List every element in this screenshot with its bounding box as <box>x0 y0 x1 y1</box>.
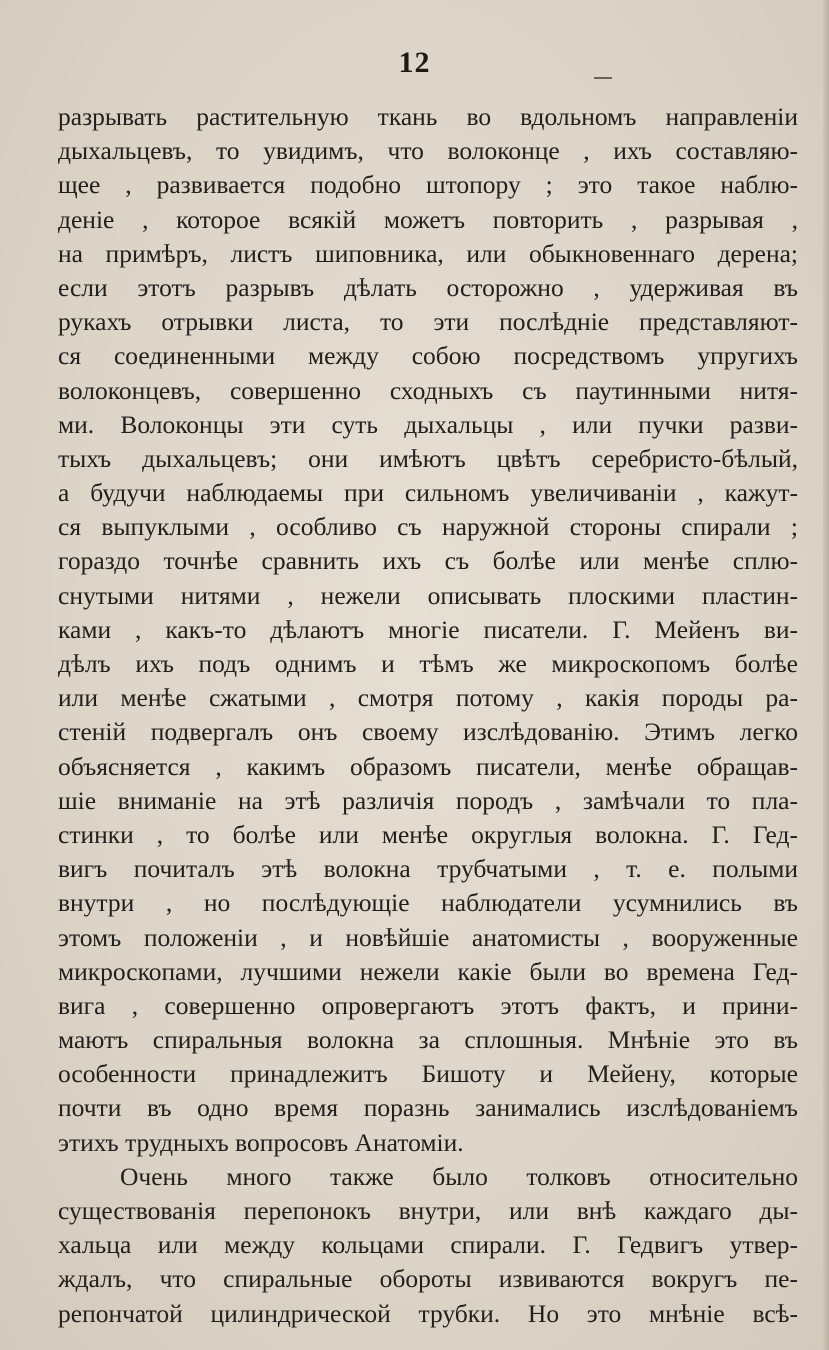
text-line: особенности принадлежитъ Бишоту и Мейену, которые <box>58 1059 798 1089</box>
page-edge-shadow <box>823 0 829 1350</box>
text-line: существованія перепонокъ внутри, или внѣ каждаго ды- <box>58 1196 798 1225</box>
text-line: маютъ спиральныя волокна за сплошныя. Мнѣніе это въ <box>58 1025 798 1055</box>
text-line: деніе , которое всякій можетъ повторить , разрывая , <box>58 204 798 234</box>
text-line: разрывать растительную ткань во вдольномъ направленіи <box>58 102 798 131</box>
ink-mark <box>594 77 612 79</box>
body-text <box>58 100 798 1331</box>
text-line: ждалъ, что спиральные обороты извиваются вокругъ пе- <box>58 1264 798 1294</box>
text-line: ми. Волоконцы эти суть дыхальцы , или пучки разви- <box>58 409 798 439</box>
text-line: щее , развивается подобно штопору ; это такое наблю- <box>58 170 798 200</box>
text-line: волоконцевъ, совершенно сходныхъ съ паутинными нитя- <box>58 375 798 405</box>
paragraph-first-line: Очень много также было толковъ относительно <box>120 1161 798 1191</box>
text-line: ся соединенными между собою посредствомъ упругихъ <box>58 341 798 371</box>
text-line: снутыми нитями , нежели описывать плоскими пластин- <box>58 580 798 610</box>
text-line: дѣлъ ихъ подъ однимъ и тѣмъ же микроскопомъ болѣе <box>58 649 798 678</box>
text-line: этомъ положеніи , и новѣйшіе анатомисты , вооруженные <box>58 922 798 952</box>
text-line: стинки , то болѣе или менѣе округлыя волокна. Г. Гед- <box>58 819 798 849</box>
text-line: ками , какъ-то дѣлаютъ многіе писатели. Г. Мейенъ ви- <box>58 614 798 644</box>
text-line: гораздо точнѣе сравнить ихъ съ болѣе или менѣе сплю- <box>58 546 798 576</box>
text-line: или менѣе сжатыми , смотря потому , какія породы ра- <box>58 683 798 713</box>
text-line: микроскопами, лучшими нежели какіе были во времена Гед- <box>58 956 798 986</box>
text-line: ся выпуклыми , особливо съ наружной стороны спирали ; <box>58 512 798 542</box>
page-number: 12 <box>398 46 431 79</box>
text-line: стеній подвергалъ онъ своему изслѣдованію. Этимъ легко <box>58 717 798 747</box>
text-line: хальца или между кольцами спирали. Г. Гедвигъ утвер- <box>58 1230 798 1260</box>
text-line: на примѣръ, листъ шиповника, или обыкновеннаго дерена; <box>58 238 798 268</box>
text-line: внутри , но послѣдующіе наблюдатели усумнились въ <box>58 888 798 918</box>
text-line: а будучи наблюдаемы при сильномъ увеличиваніи , кажут- <box>58 478 798 508</box>
text-line: вига , совершенно опровергаютъ этотъ фактъ, и прини- <box>58 990 798 1020</box>
text-line: дыхальцевъ, то увидимъ, что волоконце , ихъ составляю- <box>58 136 798 166</box>
paragraph-last-line: этихъ трудныхъ вопросовъ Анатоміи. <box>58 1127 464 1157</box>
text-line: если этотъ разрывъ дѣлать осторожно , удерживая въ <box>58 272 798 302</box>
text-line: тыхъ дыхальцевъ; они имѣютъ цвѣтъ серебристо-бѣлый, <box>58 443 798 473</box>
text-line: объясняется , какимъ образомъ писатели, менѣе обращав- <box>58 751 798 781</box>
text-line: шіе вниманіе на этѣ различія породъ , замѣчали то пла- <box>58 785 798 815</box>
text-line: репончатой цилиндрической трубки. Но это мнѣніе всѣ- <box>58 1298 798 1328</box>
text-line: рукахъ отрывки листа, то эти послѣдніе представляют- <box>58 307 798 337</box>
text-line: вигъ почиталъ этѣ волокна трубчатыми , т. е. полыми <box>58 854 798 884</box>
text-line: почти въ одно время поразнь занимались изслѣдованіемъ <box>58 1093 798 1123</box>
